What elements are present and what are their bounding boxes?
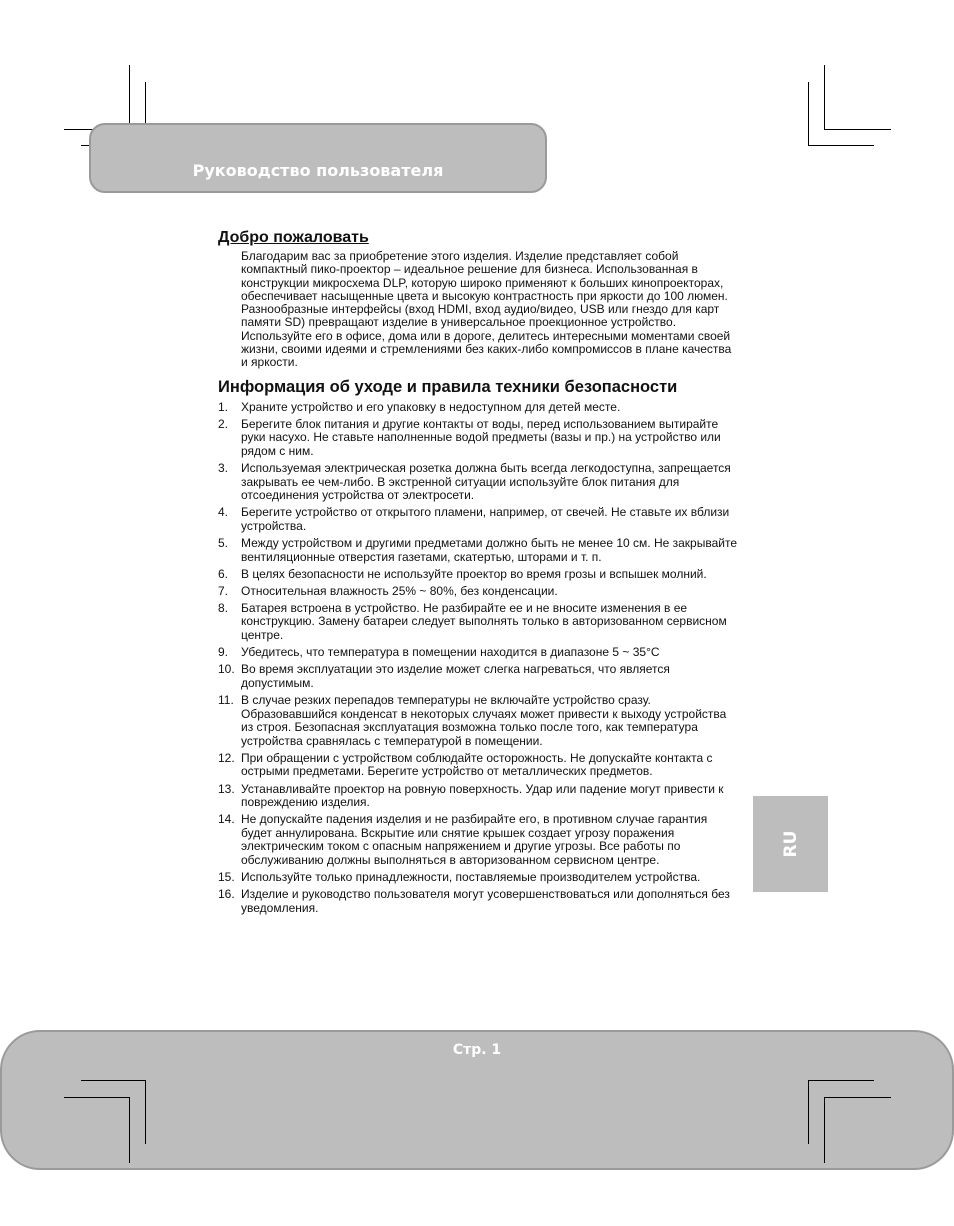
crop-mark-tr-v2: [808, 82, 809, 146]
list-item: [218, 537, 738, 564]
list-item: [218, 752, 738, 779]
list-item-text: Храните устройство и его упаковку в недоступном для детей месте.: [241, 399, 621, 414]
list-item-text: Используйте только принадлежности, поставляемые производителем устройства.: [241, 870, 701, 885]
list-item: [218, 813, 738, 867]
welcome-paragraph: Благодарим вас за приобретение этого изделия. Изделие представляет собой компактный пико-проектор – идеальное решение для бизнеса. Использованная в конструкции микросхема DLP, которую широко применяют к больших кинопроекторах, обеспечивает насыщенные цвета и высокую контрастность при яркости до 100 люмен. Разнообразные интерфейсы (вход HDMI, вход аудио/видео, USB или гнездо для карт памяти SD) превращают изделие в универсальное проекционное устройство. Используйте его в офисе, дома или в дороге, делитесь интересными моментами своей жизни, своими идеями и стремлениями без каких-либо компромиссов в плане качества и яркости.: [241, 249, 732, 370]
list-item-text: Берегите устройство от открытого пламени, например, от свечей. Не ставьте их вблизи устройства.: [241, 505, 730, 533]
list-item-text: Между устройством и другими предметами должно быть не менее 10 см. Не закрывайте вентиляционные отверстия газетами, скатертью, шторами и т. п.: [241, 536, 737, 564]
crop-mark-br-v: [808, 1080, 809, 1144]
crop-mark-bl-v2: [129, 1097, 130, 1163]
list-item-number: 5.: [218, 536, 229, 551]
list-item-text: В случае резких перепадов температуры не включайте устройство сразу. Образовавшийся конденсат в некоторых случаях может привести к выходу устройства из строя. Безопасная эксплуатация возможна только после того, как температура устройства сравнялась с температурой в помещении.: [241, 692, 727, 748]
list-item: [218, 585, 738, 599]
list-item: [218, 462, 738, 503]
footer-bar: [0, 1030, 954, 1170]
safety-heading: Информация об уходе и правила техники безопасности: [218, 377, 678, 396]
list-item-number: 3.: [218, 461, 229, 476]
list-item: [218, 418, 738, 459]
list-item-text: В целях безопасности не используйте проектор во время грозы и вспышек молний.: [241, 566, 707, 581]
list-item-text: Изделие и руководство пользователя могут усовершенствоваться или дополняться без уведомления.: [241, 887, 730, 915]
page-number: Стр. 1: [452, 1042, 502, 1058]
language-tab: [753, 796, 828, 892]
list-item-number: 1.: [218, 399, 229, 414]
list-item-text: Устанавливайте проектор на ровную поверхность. Удар или падение могут привести к повреждению изделия.: [241, 781, 724, 810]
list-item-number: 14.: [218, 812, 235, 827]
list-item: [218, 506, 738, 533]
list-item: [218, 783, 738, 810]
list-item-text: Не допускайте падения изделия и не разбирайте его, в противном случае гарантия будет аннулирована. Вскрытие или снятие крышек создает угрозу поражения электрическим током с опасным напряжением и другие угрозы. Все работы по обслуживанию должны выполняться в авторизованном сервисном центре.: [241, 812, 708, 867]
list-item-text: Берегите блок питания и другие контакты от воды, перед использованием вытирайте руки насухо. Не ставьте наполненные водой предметы (вазы и пр.) на устройство или рядом с ним.: [241, 416, 721, 458]
crop-mark-tr-h2: [808, 145, 874, 146]
list-item-text: Используемая электрическая розетка должна быть всегда легкодоступна, запрещается закрывать ее чем-либо. В экстренной ситуации используйте блок питания для отсоединения устройства от электросети.: [241, 461, 731, 503]
list-item-number: 11.: [218, 692, 234, 707]
list-item: [218, 694, 738, 748]
list-item-number: 12.: [218, 750, 235, 765]
crop-mark-br-h: [808, 1080, 874, 1081]
list-item: [218, 646, 738, 660]
crop-mark-bl-h2: [64, 1097, 130, 1098]
list-item-text: Во время эксплуатации это изделие может слегка нагреваться, что является допустимым.: [241, 662, 670, 690]
list-item-number: 4.: [218, 505, 229, 520]
header-title: Руководство пользователя: [192, 161, 444, 180]
page-content: [218, 228, 738, 919]
crop-mark-br-v2: [824, 1097, 825, 1163]
welcome-heading: Добро пожаловать: [218, 229, 369, 246]
safety-list: [218, 401, 738, 916]
list-item: [218, 401, 738, 415]
language-tab-label: RU: [780, 830, 801, 858]
list-item: [218, 663, 738, 690]
list-item: [218, 602, 738, 643]
crop-mark-tr-v: [824, 65, 825, 130]
list-item-number: 16.: [218, 887, 235, 902]
list-item-number: 15.: [218, 870, 235, 885]
crop-mark-bl-v: [145, 1080, 146, 1144]
crop-mark-tr-h: [824, 129, 891, 130]
list-item-number: 7.: [218, 583, 229, 598]
list-item-text: Относительная влажность 25% ~ 80%, без конденсации.: [241, 583, 558, 598]
crop-mark-br-h2: [824, 1097, 891, 1098]
list-item-number: 2.: [218, 416, 229, 431]
crop-mark-tl-v: [129, 65, 130, 130]
list-item-text: Батарея встроена в устройство. Не разбирайте ее и не вносите изменения в ее конструкцию. Замену батареи следует выполнять только в авторизованном сервисном центре.: [241, 600, 727, 643]
list-item-text: При обращении с устройством соблюдайте осторожность. Не допускайте контакта с острыми предметами. Берегите устройство от металлических предметов.: [241, 750, 713, 779]
list-item-number: 8.: [218, 600, 229, 615]
list-item-number: 9.: [218, 645, 229, 660]
crop-mark-bl-h: [81, 1080, 146, 1081]
list-item: [218, 888, 738, 915]
list-item: [218, 871, 738, 885]
list-item-number: 10.: [218, 662, 235, 677]
list-item-text: Убедитесь, что температура в помещении находится в диапазоне 5 ~ 35°C: [241, 645, 660, 660]
list-item-number: 13.: [218, 781, 235, 796]
header-tab: [89, 123, 547, 193]
list-item-number: 6.: [218, 566, 229, 581]
list-item: [218, 568, 738, 582]
